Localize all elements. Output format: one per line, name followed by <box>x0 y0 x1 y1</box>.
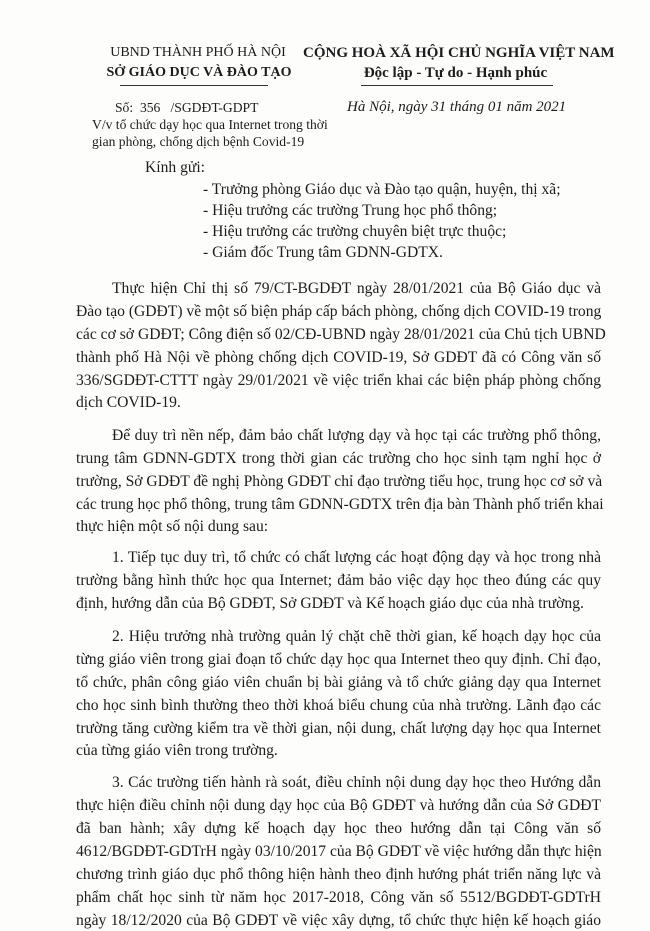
paragraph-2-line: Để duy trì nền nếp, đảm bảo chất lượng dạy và học tại các trường phổ thông, <box>112 427 601 444</box>
paragraph-1-line: thành phố Hà Nội về phòng chống dịch COVID-19, Sở GDĐT đã có Công văn số <box>76 349 601 366</box>
item-3-line: thực hiện điều chỉnh nội dung dạy học của Bộ GDĐT và hướng dẫn của Sở GDĐT <box>76 797 601 814</box>
item-1-line: định, hướng dẫn của Bộ GDĐT, Sở GDĐT và Kế hoạch giáo dục của nhà trường. <box>76 595 584 612</box>
department-name: SỞ GIÁO DỤC VÀ ĐÀO TẠO <box>106 65 292 80</box>
item-2-line: của từng giáo viên trong trường. <box>76 742 278 759</box>
item-3-line: phẩm chất học sinh từ năm học 2017-2018, Công văn số 5512/BGDĐT-GDTrH <box>76 889 601 906</box>
item-1-line: trường bằng hình thức học qua Internet; đảm bảo việc dạy học theo đúng các quy <box>76 572 601 589</box>
item-2-line: trường tăng cường kiểm tra về thời gian, nội dung, chất lượng dạy học qua Internet <box>76 720 601 737</box>
item-3-line: ngày 18/12/2020 của Bộ GDĐT về việc xây dựng, tổ chức thực hiện kế hoạch giáo <box>76 912 601 929</box>
paragraph-1-line: các cơ sở GDĐT; Công điện số 02/CĐ-UBND ngày 28/01/2021 của Chủ tịch UBND <box>76 326 606 343</box>
paragraph-1-line: Thực hiện Chỉ thị số 79/CT-BGDĐT ngày 28/01/2021 của Bộ Giáo dục và <box>112 280 601 297</box>
number-label: Số: <box>115 100 134 115</box>
recipients-label: Kính gửi: <box>145 159 205 176</box>
item-2-line: cho học sinh bình thường theo thời khoá biểu chung của nhà trường. Lãnh đạo các <box>76 697 601 714</box>
subject-line-2: gian phòng, chống dịch bệnh Covid-19 <box>92 134 305 149</box>
item-2-line: từng giáo viên trong giai đoạn tổ chức dạy học qua Internet theo quy định. Chỉ đạo, <box>76 651 601 668</box>
item-2-line: 2. Hiệu trưởng nhà trường quản lý chặt chẽ thời gian, kế hoạch dạy học của <box>112 628 601 645</box>
paragraph-2-line: trường, Sở GDĐT đề nghị Phòng GDĐT chỉ đạo trường tiểu học, trung học cơ sở và <box>76 473 603 490</box>
paragraph-1-line: Đào tạo (GDĐT) về một số biện pháp cấp bách phòng, chống dịch COVID-19 trong <box>76 303 602 320</box>
number-suffix: /SGDĐT-GDPT <box>170 100 259 115</box>
agency-name: UBND THÀNH PHỐ HÀ NỘI <box>110 45 286 60</box>
item-1-line: 1. Tiếp tục duy trì, tổ chức có chất lượng các hoạt động dạy và học trong nhà <box>112 549 601 566</box>
paragraph-1-line: dịch COVID-19. <box>76 394 181 411</box>
item-3-line: chương trình giáo dục phổ thông hiện hành theo định hướng phát triển năng lực và <box>76 866 601 883</box>
recipient-item: - Giám đốc Trung tâm GDNN-GDTX. <box>203 244 443 261</box>
place-date: Hà Nội, ngày 31 tháng 01 năm 2021 <box>347 99 567 115</box>
paragraph-2-line: các trung học phổ thông, trung tâm GDNN-GDTX trên địa bàn Thành phố triển khai <box>76 496 604 513</box>
motto: Độc lập - Tự do - Hạnh phúc <box>363 65 548 81</box>
subject-line-1: V/v tổ chức dạy học qua Internet trong thời <box>92 117 328 132</box>
motto-underline <box>361 85 553 86</box>
recipient-item: - Trưởng phòng Giáo dục và Đào tạo quận, huyện, thị xã; <box>203 181 561 198</box>
item-3-line: 3. Các trường tiến hành rà soát, điều chỉnh nội dung dạy học theo Hướng dẫn <box>112 774 601 791</box>
paragraph-1-line: 336/SGDĐT-CTTT ngày 29/01/2021 về việc triển khai các biện pháp phòng chống <box>76 372 601 389</box>
paragraph-2-line: trung tâm GDNN-GDTX trong thời gian các trường cho học sinh tạm nghỉ học ở <box>76 450 601 467</box>
nation-title: CỘNG HOÀ XÃ HỘI CHỦ NGHĨA VIỆT NAM <box>303 45 615 61</box>
recipient-item: - Hiệu trưởng các trường chuyên biệt trực thuộc; <box>203 223 507 240</box>
number-value: 356 <box>139 100 161 115</box>
recipient-item: - Hiệu trưởng các trường Trung học phổ thông; <box>203 202 498 219</box>
paragraph-2-line: thực hiện một số nội dung sau: <box>76 518 269 535</box>
department-underline <box>120 85 268 86</box>
item-3-line: đã ban hành; xây dựng kế hoạch dạy học theo hướng dẫn tại Công văn số <box>76 820 601 837</box>
item-3-line: 4612/BGDĐT-GDTrH ngày 03/10/2017 của Bộ GDĐT về việc hướng dẫn thực hiện <box>76 843 602 860</box>
item-2-line: tổ chức, phân công giáo viên chuẩn bị bài giảng và tổ chức giảng dạy qua Internet <box>76 674 601 691</box>
